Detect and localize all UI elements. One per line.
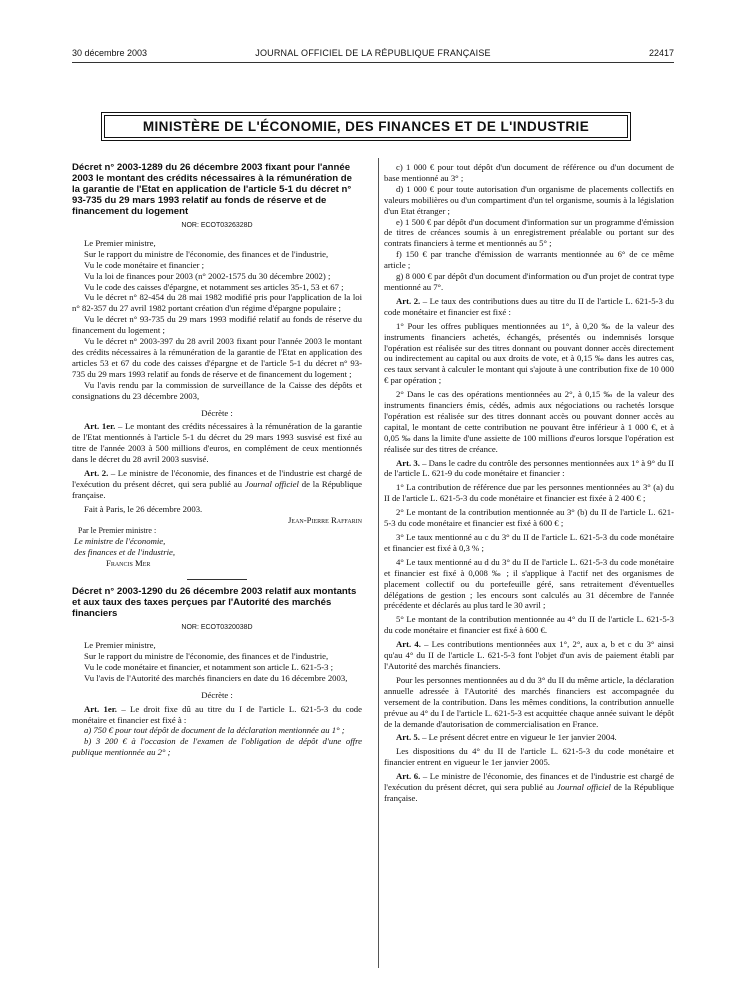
signatory-minister: Francis Mer (106, 558, 151, 569)
decree-2-article-1 (72, 704, 362, 726)
visa: Vu le décret n° 82-454 du 28 mai 1982 modifié pris pour l'application de la loi n° 82-357 du 27 avril 1982 portant création d'un régime d'épargne populaire ; (72, 292, 362, 314)
article-label: Art. 2. (84, 468, 109, 479)
ministry-box (101, 112, 631, 141)
visa: Sur le rapport du ministre de l'économie, des finances et de l'industrie, (84, 651, 329, 661)
article-text: – Le droit fixe dû au titre du I de l'article L. 621-5-3 du code monétaire et financier est fixé à : (72, 703, 362, 725)
decree-1-fait: Fait à Paris, le 26 décembre 2003. (84, 503, 203, 514)
left-column (72, 162, 362, 758)
item-a: a) 750 € pour tout dépôt de document de la déclaration mentionnée au 1° ; (84, 725, 345, 736)
article-3-point-4: 4° Le taux mentionné au d du 3° du II de l'article L. 621-5-3 du code monétaire et financier est fixé à 0,008 ‰ ; il s'applique à l'actif net des organismes de placement collectif ou du portefeuille géré, sans retraitement d'éventuelles délégations de gestion ; les encours sont calculés au 31 décembre de l'année précédente et déclarés au plus tard le 30 avril ; (384, 556, 674, 611)
decree-1-nor: NOR: ECOT0326328D (181, 222, 253, 229)
item-c: c) 1 000 € pour tout dépôt d'un document de référence ou d'un document de base mentionné au 3° ; (384, 162, 674, 183)
item-d: d) 1 000 € pour toute autorisation d'un organisme de placements collectifs en valeurs mobilières ou d'un compartiment d'un tel organisme, soumis à la législation d'un Etat étranger ; (384, 183, 674, 216)
ministry-title: MINISTÈRE DE L'ÉCONOMIE, DES FINANCES ET DE L'INDUSTRIE (104, 115, 628, 138)
article-3-point-5: 5° Le montant de la contribution mentionnée au 4° du II de l'article L. 621-5-3 du code monétaire et financier est fixé à 600 €. (384, 614, 674, 636)
decree-2-article-4 (384, 639, 674, 672)
decree-1-decrete: Décrète : (201, 407, 233, 418)
item-f: f) 150 € par tranche d'émission de warrants mentionnée au 6° de ce même article ; (384, 249, 674, 271)
decree-2-article-2 (384, 296, 674, 318)
signature-par: Par le Premier ministre : (78, 525, 157, 535)
article-4-paragraph-2: Pour les personnes mentionnées au d du 3° du II du même article, la déclaration annuelle adressée à l'Autorité des marchés financiers est accompagnée du versement de la contribution. Dans les mêmes conditions, la contribution annuelle prévue au 4° du I de l'article L. 621-5-3 est acquittée chaque année suivant le dépôt de la demande d'autorisation de commercialisation en France. (384, 674, 674, 729)
signature-minister-line-1: Le ministre de l'économie, (74, 536, 166, 547)
visa: Sur le rapport du ministre de l'économie, des finances et de l'industrie, (84, 248, 329, 259)
header-rule (72, 62, 674, 63)
decree-2-article-6 (384, 771, 674, 804)
article-text: de la République française. (384, 782, 674, 803)
article-text: – Le ministre de l'économie, des finances et de l'industrie est chargé de l'exécution du présent décret, qui sera publié au (72, 468, 362, 489)
article-3-point-1: 1° La contribution de référence due par les personnes mentionnées au 3° (a) du II de l'article L. 621-5-3 du code monétaire et financier est fixée à 2 400 € ; (384, 482, 674, 504)
visa: Vu le décret n° 2003-397 du 28 avril 2003 fixant pour l'année 2003 le montant des crédits nécessaires à la rémunération de la garantie de l'Etat en application des articles 53 et 67 du code des caisses d'épargne et de l'article 5-1 du décret n° 93-735 du 29 mars 1993 relatif au fonds de réserve et de financement du logement ; (72, 336, 362, 379)
article-label: Art. 1er. (84, 421, 116, 432)
journal-officiel-ref: Journal officiel (244, 478, 299, 489)
visa: Vu le décret n° 93-735 du 29 mars 1993 modifié relatif au fonds de réserve du financement du logement ; (72, 314, 362, 336)
right-column (384, 162, 674, 804)
header-page-number: 22417 (648, 48, 674, 58)
decree-2-nor: NOR: ECOT0320038D (181, 624, 253, 632)
decree-2-title: Décret n° 2003-1290 du 26 décembre 2003 relatif aux montants et aux taux des taxes perçues par l'Autorité des marchés financiers (72, 586, 357, 620)
article-3-point-2: 2° Le montant de la contribution mentionnée au 3° (b) du II de l'article L. 621-5-3 du code monétaire et financier est fixé à 600 € ; (384, 507, 674, 529)
article-label: Art. 3. (396, 457, 420, 468)
article-text: – Le taux des contributions dues au titre du II de l'article L. 621-5-3 du code monétaire et financier est fixé : (384, 295, 674, 317)
visa: Vu le code monétaire et financier ; (84, 259, 205, 270)
article-5-paragraph-2: Les dispositions du 4° du II de l'article L. 621-5-3 du code monétaire et financier entrent en vigueur le 1er janvier 2005. (384, 746, 674, 768)
article-label: Art. 6. (396, 771, 421, 782)
decree-2-article-5 (384, 732, 674, 743)
decree-separator (187, 579, 247, 580)
article-text: – Les contributions mentionnées aux 1°, 2°, aux a, b et c du 3° ainsi qu'au 4° du II de l'article L. 621-5-3 font l'objet d'un avis de paiement établi par l'Autorité des marchés financiers. (384, 639, 675, 671)
article-text: de la République française. (72, 478, 362, 500)
decree-1-visas (72, 238, 362, 402)
article-text: – Dans le cadre du contrôle des personnes mentionnées aux 1° à 9° du II de l'article L. 621-9 du code monétaire et financier : (384, 457, 674, 479)
visa: Le Premier ministre, (84, 237, 156, 248)
article-label: Art. 1er. (84, 703, 117, 714)
article-text: – Le ministre de l'économie, des finances et de l'industrie est chargé de l'exécution du présent décret, qui sera publié au (384, 771, 674, 793)
header-date: 30 décembre 2003 (72, 48, 148, 58)
article-text: – Le montant des crédits nécessaires à la rémunération de la garantie de l'Etat mentionnés à l'article 5-1 du décret du 29 mars 1993 susvisé est fixé au titre de l'année 2003 à 500 millions d'euros, en complément de ceux mentionnés dans le décret du 28 avril 2003 susvisé. (72, 421, 362, 465)
header-journal: JOURNAL OFFICIEL DE LA RÉPUBLIQUE FRANÇAISE (255, 48, 491, 58)
decree-2-article-3 (384, 458, 674, 480)
visa: Vu le code monétaire et financier, et notamment son article L. 621-5-3 ; (84, 661, 334, 672)
article-label: Art. 5. (396, 732, 420, 743)
visa: Vu la loi de finances pour 2003 (n° 2002-1575 du 30 décembre 2002) ; (84, 270, 331, 281)
signature-minister-line-2: des finances et de l'industrie, (74, 547, 176, 558)
item-g: g) 8 000 € par dépôt d'un document d'information ou d'un projet de contrat type mentionné au 7°. (384, 271, 674, 292)
decree-1-article-2 (72, 468, 362, 501)
signatory-prime-minister: Jean-Pierre Raffarin (288, 514, 362, 525)
item-b: b) 3 200 € à l'occasion de l'examen de l'obligation de dépôt d'une offre publique mentionnée au 2° ; (72, 736, 362, 758)
article-2-point-1: 1° Pour les offres publiques mentionnées au 1°, à 0,20 ‰ de la valeur des instruments financiers achetés, échangés, présentés ou indemnisés lorsque l'opération est réalisée sur des titres donnant ou pouvant donner accès directement ou indirectement au capital ou aux droits de vote, et à 0,15 ‰ dans les autres cas, ces taux servant à calculer le montant qui s'ajoute à une contribution fixe de 10 000 € par opération ; (384, 320, 674, 386)
article-text: – Le présent décret entre en vigueur le 1er janvier 2004. (419, 732, 617, 743)
visa: Vu le code des caisses d'épargne, et notamment ses articles 35-1, 53 et 67 ; (84, 281, 344, 292)
article-2-point-2: 2° Dans le cas des opérations mentionnées au 2°, à 0,15 ‰ de la valeur des instruments financiers émis, cédés, admis aux négociations ou rachetés lorsque l'opération est réalisée sur des titres donnant accès ou pouvant donner accès au capital, le montant de cette contribution ne pouvant être inférieur à 1 000 €, et à 0,05 ‰ dans la limite d'une assiette de 100 millions d'euros lorsque l'opération est réalisée sur des titres de créance. (384, 389, 674, 454)
decree-1-title: Décret n° 2003-1289 du 26 décembre 2003 fixant pour l'année 2003 le montant des crédits nécessaires à la rémunération de la garantie de l'Etat en application de l'article 5-1 du décret n° 93-735 du 29 mars 1993 relatif au fonds de réserve et de financement du logement (72, 162, 352, 217)
article-3-point-3: 3° Le taux mentionné au c du 3° du II de l'article L. 621-5-3 du code monétaire et financier est fixé à 0,3 % ; (384, 532, 674, 553)
item-e: e) 1 500 € par dépôt d'un document d'information sur un programme d'émission de titres de créances soumis à un enregistrement préalable ou portant sur des contrats financiers à terme et mentionnés au 5° ; (384, 216, 674, 249)
visa: Vu l'avis rendu par la commission de surveillance de la Caisse des dépôts et consignations du 23 décembre 2003, (72, 379, 362, 401)
article-label: Art. 2. (396, 295, 421, 306)
decree-2-decrete: Décrète : (201, 689, 233, 700)
column-divider (378, 158, 379, 968)
visa: Vu l'avis de l'Autorité des marchés financiers en date du 16 décembre 2003, (84, 672, 348, 683)
journal-officiel-ref: Journal officiel (556, 782, 611, 793)
visa: Le Premier ministre, (84, 640, 156, 651)
decree-1-article-1 (72, 421, 362, 465)
article-label: Art. 4. (396, 639, 421, 650)
